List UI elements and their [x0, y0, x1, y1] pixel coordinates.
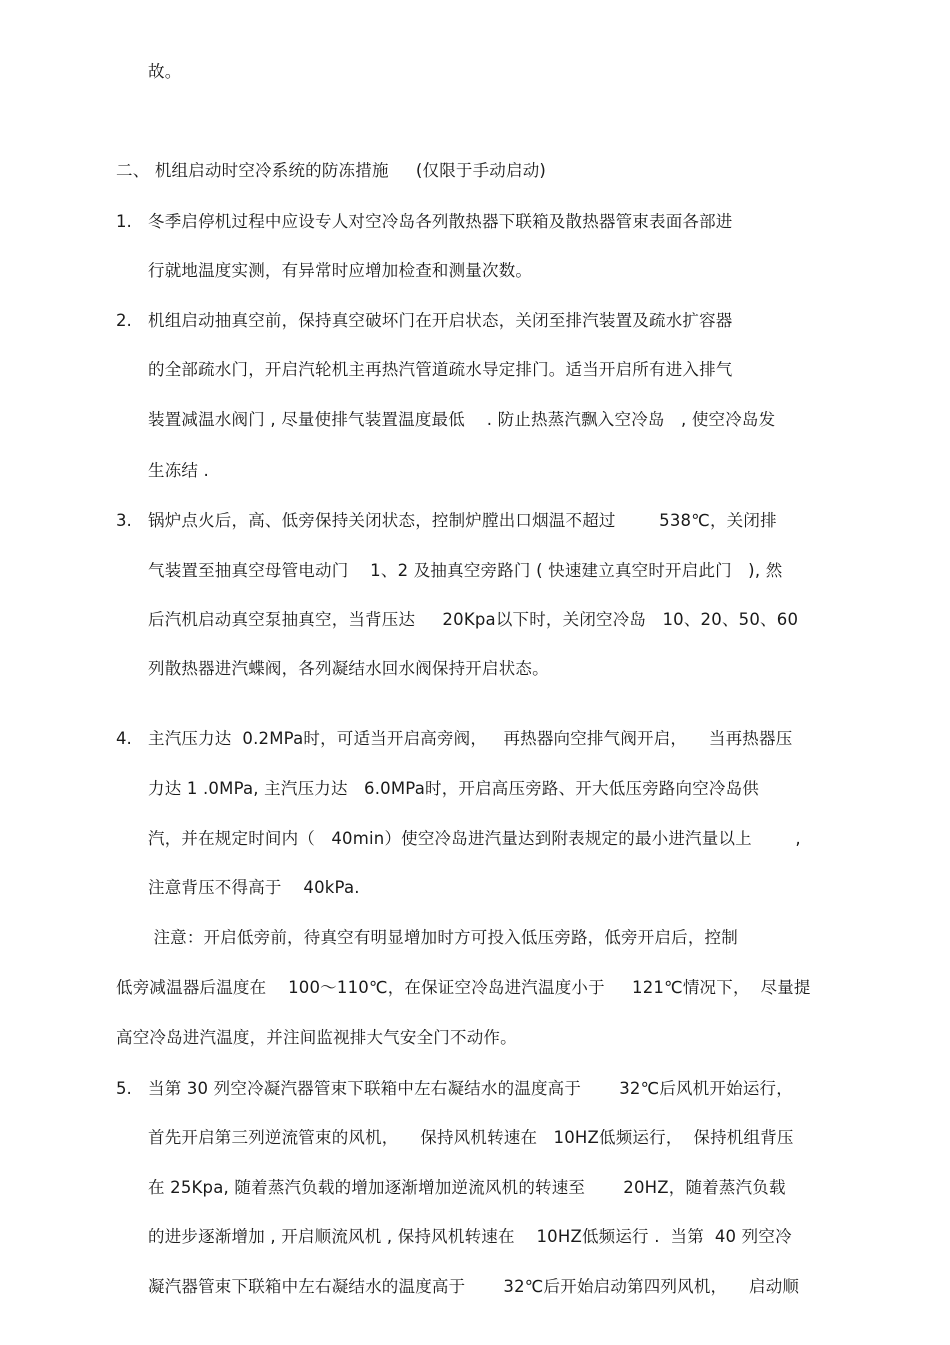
text-line: 行就地温度实测，有异常时应增加检查和测量次数。 [148, 261, 533, 280]
text-line: 列散热器进汽蝶阀，各列凝结水回水阀保持开启状态。 [148, 659, 549, 678]
text-line: 在 25Kpa, 随着蒸汽负载的增加逐渐增加逆流风机的转速至 20HZ，随着蒸汽负载 [148, 1178, 786, 1197]
text-line: 故。 [148, 62, 182, 81]
text-line: 汽，并在规定时间内（ 40min）使空冷岛进汽量达到附表规定的最小进汽量以上 , [148, 829, 801, 848]
section-heading: 二、 机组启动时空冷系统的防冻措施 (仅限于手动启动) [116, 161, 547, 180]
list-number: 3. [116, 511, 132, 530]
note-line: 高空冷岛进汽温度，并注间监视排大气安全门不动作。 [116, 1028, 517, 1047]
list-number: 4. [116, 729, 132, 748]
text-line: 当第 30 列空冷凝汽器管束下联箱中左右凝结水的温度高于 32℃后风机开始运行， [148, 1079, 793, 1098]
text-line: 的进步逐渐增加 , 开启顺流风机 , 保持风机转速在 10HZ低频运行 . 当第 40 列空冷 [148, 1227, 792, 1246]
text-line: 首先开启第三列逆流管束的风机， 保持风机转速在 10HZ低频运行， 保持机组背压 [148, 1128, 794, 1147]
text-line: 锅炉点火后，高、低旁保持关闭状态，控制炉膛出口烟温不超过 538℃，关闭排 [148, 511, 777, 530]
text-line: 机组启动抽真空前，保持真空破坏门在开启状态，关闭至排汽装置及疏水扩容器 [148, 311, 733, 330]
text-line: 气装置至抽真空母管电动门 1、2 及抽真空旁路门 ( 快速建立真空时开启此门 ), 然 [148, 561, 783, 580]
text-line: 凝汽器管束下联箱中左右凝结水的温度高于 32℃后开始启动第四列风机， 启动顺 [148, 1277, 800, 1296]
text-line: 主汽压力达 0.2MPa时，可适当开启高旁阀， 再热器向空排气阀开启， 当再热器压 [148, 729, 793, 748]
list-number: 2. [116, 311, 132, 330]
list-number: 5. [116, 1079, 132, 1098]
text-line: 的全部疏水门，开启汽轮机主再热汽管道疏水导定排门。适当开启所有进入排气 [148, 360, 733, 379]
text-line: 装置减温水阀门 , 尽量使排气装置温度最低 . 防止热蒸汽飘入空冷岛 , 使空冷岛发 [148, 410, 776, 429]
note-line: 低旁减温器后温度在 100～110℃，在保证空冷岛进汽温度小于 121℃情况下， 尽量提 [116, 978, 811, 997]
text-line: 注意背压不得高于 40kPa. [148, 878, 360, 897]
text-line: 力达 1 .0MPa, 主汽压力达 6.0MPa时，开启高压旁路、开大低压旁路向空冷岛供 [148, 779, 760, 798]
note-line: 注意：开启低旁前，待真空有明显增加时方可投入低压旁路，低旁开启后，控制 [148, 928, 738, 947]
text-line: 生冻结 . [148, 461, 209, 480]
list-number: 1. [116, 212, 132, 231]
text-line: 冬季启停机过程中应设专人对空冷岛各列散热器下联箱及散热器管束表面各部进 [148, 212, 733, 231]
text-line: 后汽机启动真空泵抽真空，当背压达 20Kpa以下时，关闭空冷岛 10、20、50、60 [148, 610, 799, 629]
